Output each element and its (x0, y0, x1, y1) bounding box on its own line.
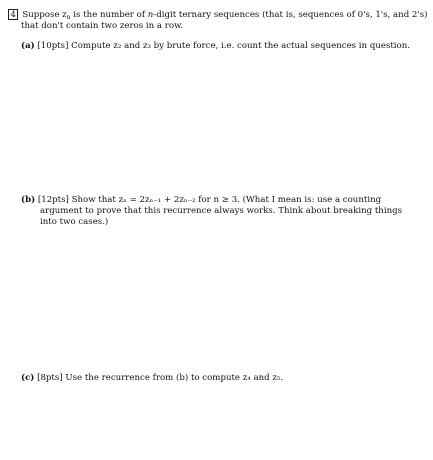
intro-text-part1: Suppose $z_n$ is the number of n-digit ternary sequences (that is, sequences of 0's, 1's, and 2's) (22, 10, 428, 21)
part-a (21, 41, 410, 52)
part-b-label: (b) (21, 195, 36, 205)
problem-intro (8, 9, 428, 21)
part-b-line1: [12pts] Show that zₙ = 2zₙ₋₁ + 2zₙ₋₂ for n ≥ 3. (What I mean is: use a counting (37, 195, 382, 205)
part-a-text: [10pts] Compute z₂ and z₃ by brute force, i.e. count the actual sequences in question. (37, 41, 410, 51)
part-b (21, 195, 381, 206)
part-c-label: (c) (21, 373, 35, 383)
part-b-line2: argument to prove that this recurrence always works. Think about breaking things (40, 206, 403, 216)
part-a-label: (a) (21, 41, 35, 51)
part-c-text: [8pts] Use the recurrence from (b) to compute z₄ and z₅. (37, 373, 284, 383)
problem-number: 4 (8, 9, 18, 20)
part-b-line3: into two cases.) (40, 217, 109, 227)
intro-text-line2: that don't contain two zeros in a row. (21, 21, 184, 31)
part-c (21, 373, 283, 384)
